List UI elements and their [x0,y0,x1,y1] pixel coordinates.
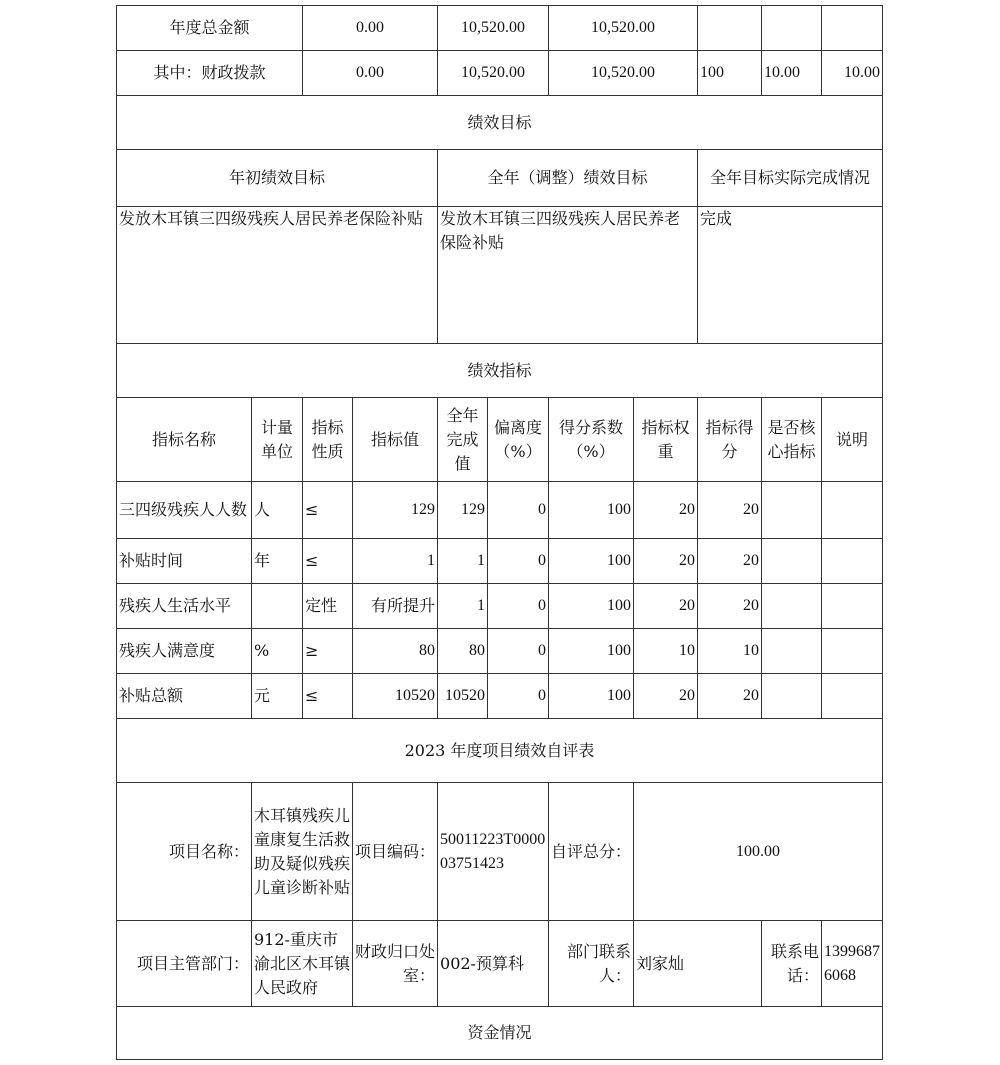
office-label: 财政归口处室： [353,921,438,1007]
funding-fiscal-label: 其中：财政拨款 [117,51,303,96]
funding-fiscal-v1: 0.00 [303,51,438,96]
indicator-unit: % [252,629,303,674]
indicator-coef: 100 [549,674,634,719]
indicator-value: 10520 [353,674,438,719]
project-name-label: 项目名称： [117,783,252,921]
indicator-coef: 100 [549,539,634,584]
funds-section-title: 资金情况 [117,1007,883,1060]
indicator-note [822,629,883,674]
indicator-nature: ≤ [303,482,353,539]
indicator-score: 20 [698,674,762,719]
goals-col-actual: 全年目标实际完成情况 [698,150,883,207]
contact-value: 刘家灿 [634,921,762,1007]
funding-total-v3: 10,520.00 [549,6,698,51]
self-score-label: 自评总分： [549,783,634,921]
phone-label: 联系电话： [762,921,822,1007]
indicator-coef: 100 [549,482,634,539]
indicator-core [762,584,822,629]
table-row [117,629,883,674]
indicator-value: 129 [353,482,438,539]
funding-fiscal-v4: 100 [698,51,762,96]
header-deviation: 偏离度（%） [488,398,549,482]
funding-total-label: 年度总金额 [117,6,303,51]
indicator-unit: 元 [252,674,303,719]
indicator-nature: 定性 [303,584,353,629]
project-code-value: 50011223T000003751423 [438,783,549,921]
header-value: 指标值 [353,398,438,482]
indicator-done: 1 [438,539,488,584]
indicator-name: 残疾人满意度 [117,629,252,674]
funding-fiscal-v5: 10.00 [762,51,822,96]
dept-info-row [117,921,883,1007]
funding-total-v2: 10,520.00 [438,6,549,51]
header-unit: 计量单位 [252,398,303,482]
indicator-done: 1 [438,584,488,629]
indicator-done: 80 [438,629,488,674]
table-row [117,539,883,584]
indicator-coef: 100 [549,584,634,629]
goals-col-adjusted: 全年（调整）绩效目标 [438,150,698,207]
indicator-note [822,674,883,719]
indicator-score: 20 [698,584,762,629]
goals-col-initial: 年初绩效目标 [117,150,438,207]
header-score: 指标得分 [698,398,762,482]
indicator-core [762,539,822,584]
indicator-unit: 人 [252,482,303,539]
header-nature: 指标性质 [303,398,353,482]
indicator-deviation: 0 [488,584,549,629]
indicator-note [822,539,883,584]
dept-label: 项目主管部门： [117,921,252,1007]
funding-fiscal-row [117,51,883,96]
table-row [117,482,883,539]
indicator-deviation: 0 [488,482,549,539]
contact-label: 部门联系人： [549,921,634,1007]
header-done: 全年完成值 [438,398,488,482]
header-coef: 得分系数（%） [549,398,634,482]
goals-section-title: 绩效目标 [117,96,883,150]
funding-fiscal-v3: 10,520.00 [549,51,698,96]
indicator-weight: 20 [634,482,698,539]
goals-adjusted-text: 发放木耳镇三四级残疾人居民养老保险补贴 [438,207,698,344]
header-note: 说明 [822,398,883,482]
indicator-unit [252,584,303,629]
header-core: 是否核心指标 [762,398,822,482]
funding-total-v6 [822,6,883,51]
indicator-weight: 20 [634,584,698,629]
table-row [117,674,883,719]
funding-fiscal-v6: 10.00 [822,51,883,96]
indicator-score: 20 [698,539,762,584]
indicator-name: 补贴时间 [117,539,252,584]
indicators-header-row [117,398,883,482]
performance-table [116,5,883,1060]
indicator-name: 残疾人生活水平 [117,584,252,629]
funding-total-row [117,6,883,51]
indicator-nature: ≥ [303,629,353,674]
indicator-core [762,674,822,719]
indicator-deviation: 0 [488,674,549,719]
dept-value: 912-重庆市渝北区木耳镇人民政府 [252,921,353,1007]
indicators-section-title: 绩效指标 [117,344,883,398]
indicator-core [762,629,822,674]
goals-actual-text: 完成 [698,207,883,344]
indicator-deviation: 0 [488,539,549,584]
indicator-note [822,482,883,539]
indicator-coef: 100 [549,629,634,674]
indicator-value: 1 [353,539,438,584]
funding-total-v1: 0.00 [303,6,438,51]
indicator-weight: 20 [634,539,698,584]
indicator-weight: 20 [634,674,698,719]
phone-value: 13996876068 [822,921,883,1007]
funding-fiscal-v2: 10,520.00 [438,51,549,96]
goals-initial-text: 发放木耳镇三四级残疾人居民养老保险补贴 [117,207,438,344]
project-code-label: 项目编码： [353,783,438,921]
form-title: 2023 年度项目绩效自评表 [117,719,883,783]
indicator-name: 补贴总额 [117,674,252,719]
indicator-score: 20 [698,482,762,539]
self-score-value: 100.00 [634,783,883,921]
header-weight: 指标权重 [634,398,698,482]
indicator-nature: ≤ [303,539,353,584]
office-value: 002-预算科 [438,921,549,1007]
indicator-weight: 10 [634,629,698,674]
indicator-deviation: 0 [488,629,549,674]
table-row [117,584,883,629]
indicator-core [762,482,822,539]
indicator-score: 10 [698,629,762,674]
funding-total-v5 [762,6,822,51]
indicator-nature: ≤ [303,674,353,719]
indicator-done: 10520 [438,674,488,719]
funding-total-v4 [698,6,762,51]
project-info-row [117,783,883,921]
indicator-value: 80 [353,629,438,674]
project-name-value: 木耳镇残疾儿童康复生活救助及疑似残疾儿童诊断补贴 [252,783,353,921]
indicator-value: 有所提升 [353,584,438,629]
indicator-name: 三四级残疾人人数 [117,482,252,539]
indicator-unit: 年 [252,539,303,584]
indicator-done: 129 [438,482,488,539]
indicator-note [822,584,883,629]
header-name: 指标名称 [117,398,252,482]
